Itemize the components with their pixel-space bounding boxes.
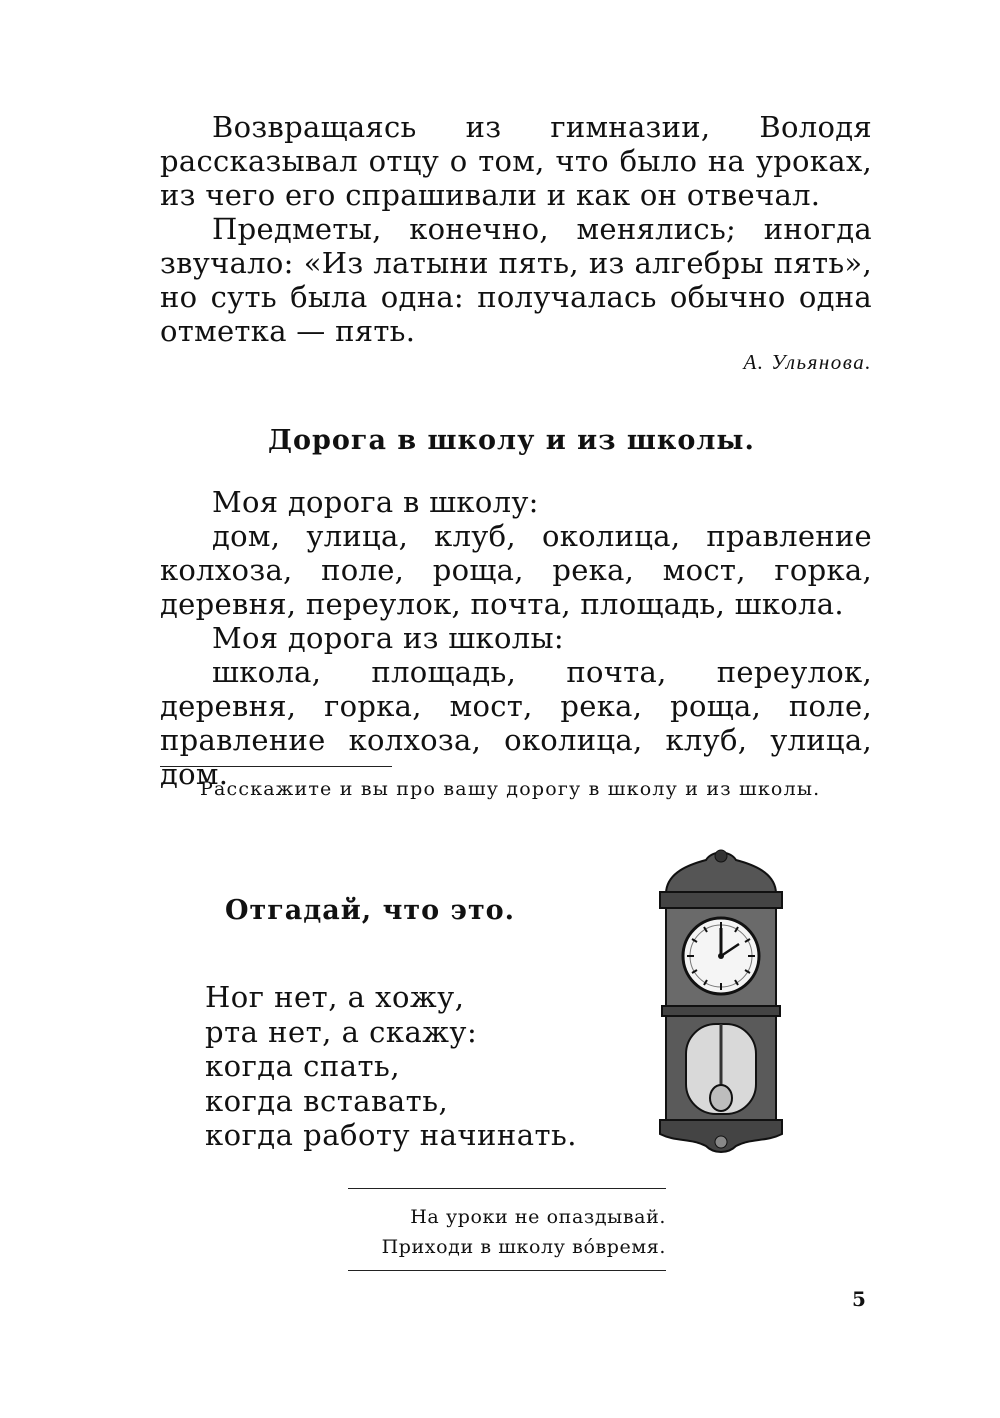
poem-line: рта нет, а скажу: xyxy=(205,1014,478,1049)
task-text: Расскажите и вы про вашу дорогу в школу и из школы. xyxy=(200,778,821,800)
paragraph: Возвращаясь из гимназии, Володя рассказывал отцу о том, что было на уроках, из чего его спрашивали и как он отвечал. xyxy=(160,110,872,212)
maxim-top-divider xyxy=(348,1188,666,1189)
page-number: 5 xyxy=(852,1287,866,1311)
paragraph: Моя дорога из школы: xyxy=(212,621,564,655)
task-divider xyxy=(160,766,392,767)
pendulum-clock-icon xyxy=(636,842,806,1162)
paragraph: дом, улица, клуб, околица, правление колхоза, поле, роща, река, мост, горка, деревня, переулок, почта, площадь, школа. xyxy=(160,519,872,621)
paragraph: Моя дорога в школу: xyxy=(212,485,539,519)
poem-line: когда работу начинать. xyxy=(205,1118,578,1152)
maxim-line: Приходи в школу во́время. xyxy=(381,1236,666,1258)
maxim xyxy=(348,1202,666,1262)
maxim-bottom-divider xyxy=(348,1270,666,1271)
paragraph: Предметы, конечно, менялись; иногда звучало: «Из латыни пять, из алгебры пять», но суть была одна: получалась обычно одна отметка — пять. xyxy=(160,212,872,348)
author-signature: А. Ульянова. xyxy=(743,350,872,374)
paragraph: школа, площадь, почта, переулок, деревня, горка, мост, река, роща, поле, правление колхоза, околица, клуб, улица, дом. xyxy=(160,655,872,791)
section-title-riddle: Отгадай, что это. xyxy=(225,895,516,926)
maxim-line: На уроки не опаздывай. xyxy=(410,1206,666,1228)
riddle-poem xyxy=(205,980,577,1153)
section-title-road: Дорога в школу и из школы. xyxy=(268,425,755,456)
poem-line: когда спать, xyxy=(205,1049,401,1083)
passage-road xyxy=(160,485,872,791)
poem-line: когда вставать, xyxy=(205,1083,449,1118)
passage-ulyanova xyxy=(160,110,872,348)
poem-line: Ног нет, а хожу, xyxy=(205,980,465,1014)
